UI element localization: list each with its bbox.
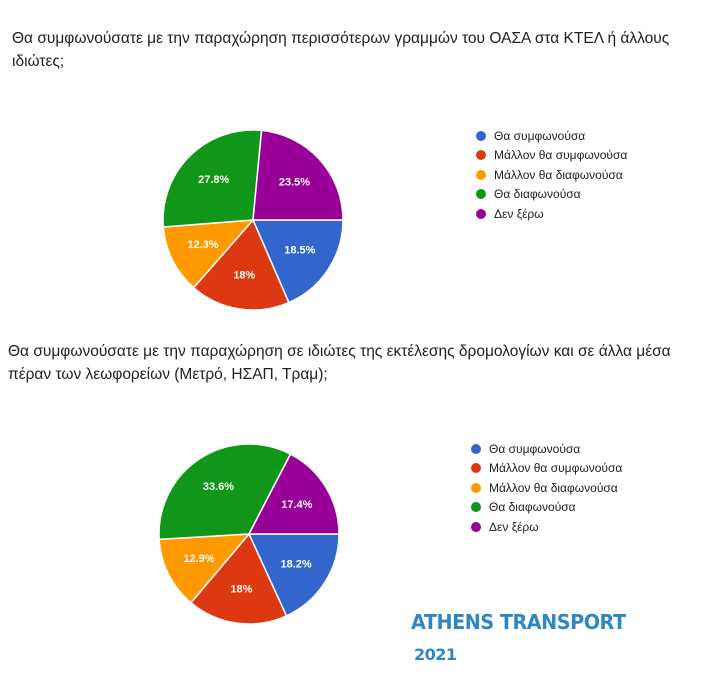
pie-slice-label-rather-disagree: 12.3%: [187, 239, 219, 252]
brand-name: ATHENS TRANSPORT: [411, 610, 626, 634]
legend-item-rather-disagree: [476, 165, 627, 185]
legend-swatch: [471, 483, 481, 493]
legend-label: Δεν ξέρω: [489, 519, 539, 534]
chart-1-question-title: Θα συμφωνούσατε με την παραχώρηση περισσότερων γραμμών του ΟΑΣΑ στα ΚΤΕΛ ή άλλους ιδιώτες;: [12, 30, 670, 70]
pie-slice-label-disagree: 33.6%: [202, 481, 235, 494]
legend-label: Θα διαφωνούσα: [489, 500, 576, 515]
pie-slice-label-rather-agree: 18%: [233, 269, 256, 282]
chart-2-question-title: Θα συμφωνούσατε με την παραχώρηση σε ιδιώτες της εκτέλεσης δρομολογίων και σε άλλα μέσα πέραν των λεωφορείων (Μετρό, ΗΣΑΠ, Τραμ);: [8, 343, 671, 383]
chart-2-pie: [158, 443, 340, 625]
chart-2-legend: [471, 439, 622, 537]
legend-swatch: [476, 150, 486, 160]
legend-item-rather-agree: [476, 146, 627, 166]
pie-slice-label-agree: 18.5%: [284, 244, 316, 257]
legend-item-disagree: [476, 185, 627, 205]
legend-swatch: [476, 209, 486, 219]
legend-label: Μάλλον θα συμφωνούσα: [489, 461, 623, 476]
pie-slice-label-dont-know: 17.4%: [281, 498, 313, 511]
legend-swatch: [476, 170, 486, 180]
pie-slice-label-agree: 18.2%: [280, 558, 312, 571]
legend-item-dont-know: [471, 517, 622, 537]
legend-label: Μάλλον θα διαφωνούσα: [489, 480, 618, 495]
legend-label: Θα διαφωνούσα: [494, 187, 581, 202]
legend-item-agree: [476, 126, 627, 146]
legend-swatch: [471, 522, 481, 532]
legend-item-disagree: [471, 498, 622, 518]
chart-1-pie: [162, 129, 344, 311]
legend-item-agree: [471, 439, 622, 459]
legend-item-dont-know: [476, 204, 627, 224]
legend-label: Μάλλον θα συμφωνούσα: [494, 148, 628, 163]
legend-swatch: [471, 444, 481, 454]
legend-label: Μάλλον θα διαφωνούσα: [494, 167, 623, 182]
pie-slice-label-rather-disagree: 12.9%: [183, 553, 215, 566]
legend-label: Θα συμφωνούσα: [489, 441, 581, 456]
legend-label: Δεν ξέρω: [494, 206, 544, 221]
athens-transport-logo: [411, 609, 635, 666]
legend-swatch: [471, 463, 481, 473]
chart-1-legend: [476, 126, 627, 224]
legend-item-rather-agree: [471, 459, 622, 479]
pie-slice-label-rather-agree: 18%: [230, 583, 253, 596]
legend-swatch: [476, 189, 486, 199]
legend-item-rather-disagree: [471, 478, 622, 498]
pie-slice-dont-know: [253, 130, 343, 220]
brand-year: 2021: [414, 645, 457, 664]
pie-slice-label-disagree: 27.8%: [198, 174, 230, 187]
pie-slice-label-dont-know: 23.5%: [278, 176, 311, 189]
legend-label: Θα συμφωνούσα: [494, 128, 586, 143]
legend-swatch: [476, 131, 486, 141]
legend-swatch: [471, 502, 481, 512]
